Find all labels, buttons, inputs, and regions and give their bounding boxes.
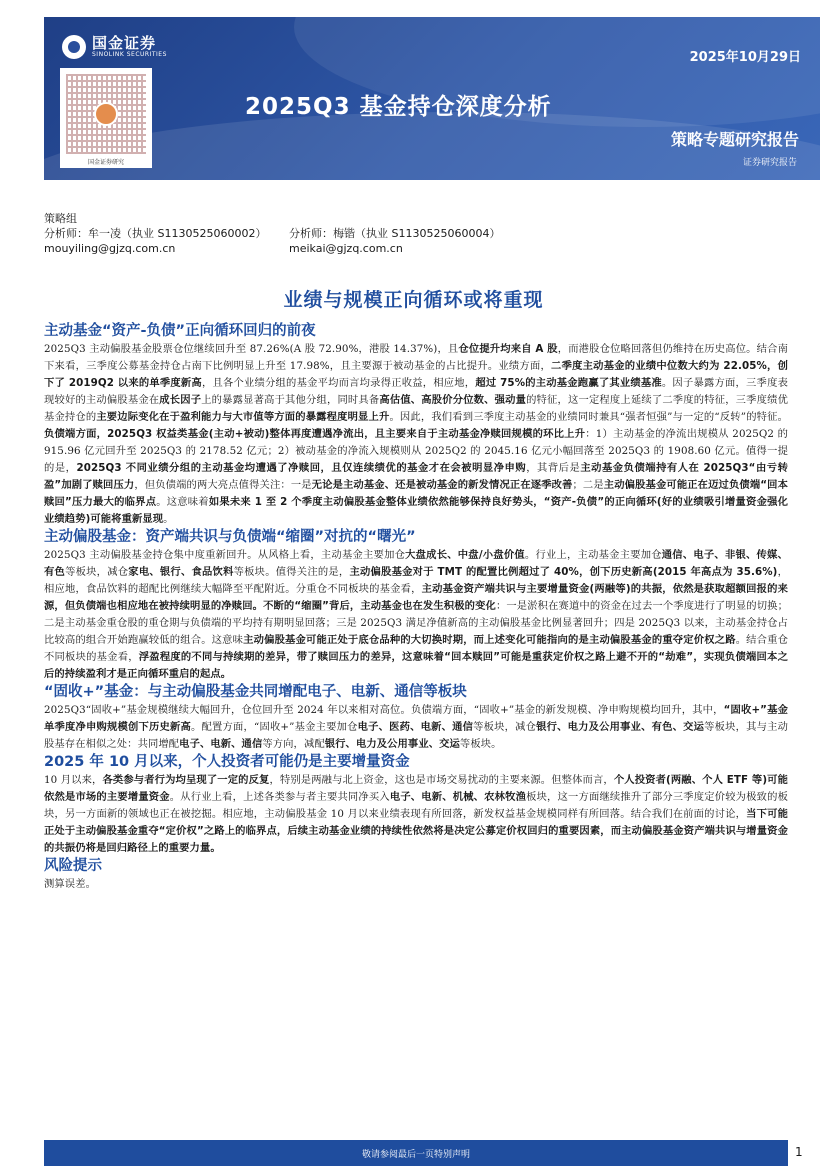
- body-text: ，而港股仓位略回落但仍维持在历史高位。结合南下来看，三季度公募基金持仓占南下比例明显上升至 17.98%，且主要源于被动基金的占比提升。业绩方面，: [44, 343, 788, 372]
- body-text: ，其背后是: [526, 462, 581, 474]
- emphasis-text: 个人投资者(两融、个人 ETF 等)可能依然是市场的主要增量资金: [44, 774, 788, 803]
- body-text: 10 月以来，: [44, 774, 103, 786]
- body-text: 等板块，其与主动股基存在相似之处：共同增配: [44, 721, 788, 750]
- emphasis-text: 成长因子: [159, 394, 202, 406]
- body-text: 。行业上，主动基金主要加仓: [524, 549, 662, 561]
- section-paragraph: [44, 876, 788, 893]
- body-text: 。从行业上看，上述各类参与者主要共同净买入: [169, 791, 390, 803]
- analyst-2-email[interactable]: meikai@gjzq.com.cn: [289, 242, 403, 255]
- section-paragraph: [44, 547, 788, 683]
- emphasis-text: 主动基金负债端持有人在 2025Q3“由亏转盈”加剧了赎回压力: [44, 462, 788, 491]
- section-heading: “固收+”基金：与主动偏股基金共同增配电子、电新、通信等板块: [44, 684, 467, 700]
- analyst-2: 分析师：梅锴（执业 S1130525060004）: [289, 227, 501, 240]
- emphasis-text: 电子、电新、机械、农林牧渔: [389, 791, 527, 803]
- emphasis-text: 电子、医药、电新、通信: [357, 721, 474, 733]
- emphasis-text: 浮盈程度的不同与持续期的差异，带了赎回压力的差异，这意味着“回本赎回”可能是重获定价权之路上避不开的“劫难”，实现负债端回本之后的持续盈利才是正向循环重启的起点。: [44, 651, 788, 680]
- emphasis-text: 通信、电子、非银、传媒、有色: [44, 549, 788, 578]
- body-text: 。配置方面，“固收+”基金主要加仓: [190, 721, 358, 733]
- emphasis-text: 二季度主动基金的业绩中位数大约为 22.05%，创下了 2019Q2 以来的单季度新高: [44, 360, 788, 389]
- body-text: 等方向，减配: [262, 738, 325, 750]
- section-heading: 主动基金“资产-负债”正向循环回归的前夜: [44, 323, 316, 339]
- body-text: ：1）主动基金的净流出规模从 2025Q2 的 915.96 亿元回升至 2025Q3 的 2178.52 亿元；2）被动基金的净流入规模则从 2025Q2 的 2045.16 亿元小幅回落至 2025Q3 的 1908.60 亿元。值得一提的是，: [44, 428, 788, 474]
- qr-code: [60, 68, 152, 168]
- body-text: 板块，这一方面继续推升了部分三季度定价较为极致的板块，另一方面新的领域也正在被挖掘。相应地，主动偏股基金 10 月以来业绩表现有所回落，新发权益基金规模同样有所回落。结合我们在前面的讨论，: [44, 791, 789, 820]
- emphasis-text: 2025Q3 不同业绩分组的主动基金均遭遇了净赎回，且仅连续绩优的基金才在会被明显净申购: [76, 462, 527, 474]
- report-body: [44, 322, 788, 893]
- team-name: 策略组: [44, 212, 77, 225]
- logo-icon: [62, 35, 86, 59]
- emphasis-text: 家电、银行、食品饮料: [128, 566, 234, 578]
- footer-bar: [44, 1140, 788, 1166]
- emphasis-text: 超过 75%的主动基金跑赢了其业绩基准: [475, 377, 662, 389]
- section-heading: 主动偏股基金：资产端共识与负债端“缩圈”对抗的“曙光”: [44, 529, 416, 545]
- body-text: ，但负债端的两大亮点值得关注：一是: [134, 479, 312, 491]
- emphasis-text: 负债端方面，2025Q3 权益类基金(主动+被动)整体再度遭遇净流出，且主要来自于主动基金净赎回规模的环比上升: [44, 428, 586, 440]
- emphasis-text: 无论是主动基金、还是被动基金的新发情况正在逐季改善: [311, 479, 573, 491]
- emphasis-text: 主要边际变化在于盈利能力与大市值等方面的暴露程度明显上升: [96, 411, 390, 423]
- body-text: ，且各个业绩分组的基金平均而言均录得正收益，相应地，: [201, 377, 476, 389]
- body-text: ：一是淤积在赛道中的资金在过去一个季度进行了明显的切换；二是主动基金重仓股的重仓期与负债端的平均持有期明显回落；三是 2025Q3 满足净值新高的主动偏股基金比例显著回升；四是 2025Q3 以来，主动基金持仓占比较高的组合开始跑赢较低的组合。这意味: [44, 600, 788, 646]
- section-heading: 2025 年 10 月以来，个人投资者可能仍是主要增量资金: [44, 754, 410, 770]
- report-date: 2025年10月29日: [689, 50, 801, 65]
- section-paragraph: [44, 772, 788, 857]
- report-type: 策略专题研究报告: [670, 130, 799, 149]
- body-text: 的特征，这一定程度上延续了二季度的特征，三季度绩优基金持仓的: [44, 394, 788, 423]
- body-text: 。: [163, 513, 174, 525]
- body-text: 。结合重仓不同板块的基金看，: [44, 634, 789, 663]
- analyst-1: 分析师：牟一凌（执业 S1130525060002）: [44, 227, 267, 240]
- emphasis-text: 当下可能正处于主动偏股基金重夺“定价权”之路上的临界点，后续主动基金业绩的持续性依然将是决定公募定价权回归的重要因素，而主动偏股基金资产端共识与增量资金的共振仍将是回归路径上的重要力量。: [44, 808, 788, 854]
- disclaimer-note: 敬请参阅最后一页特别声明: [361, 1149, 470, 1160]
- emphasis-text: 主动偏股基金可能正在迈过负债端“回本赎回”压力最大的临界点: [44, 479, 788, 508]
- section-paragraph: [44, 702, 788, 753]
- emphasis-text: “固收+”基金单季度净申购规模创下历史新高: [44, 704, 788, 733]
- body-text: ，特别是两融与北上资金，这也是市场交易扰动的主要来源。但整体而言，: [269, 774, 614, 786]
- body-text: 。这意味着: [156, 496, 209, 508]
- section-paragraph: [44, 341, 788, 528]
- body-text: 等板块，减仓: [473, 721, 537, 733]
- section-heading: 风险提示: [44, 858, 102, 874]
- body-text: 等板块。值得关注的是，: [233, 566, 350, 578]
- body-text: 。因此，我们看到三季度主动基金的业绩同时兼具“强者恒强”与一定的“反转”的特征。: [389, 411, 788, 423]
- body-text: 测算误差。: [44, 878, 96, 890]
- body-text: 2025Q3 主动偏股基金股票仓位继续回升至 87.26%(A 股 72.90%，港股 14.37%)，且: [44, 343, 459, 355]
- qr-code-pattern: [66, 74, 146, 154]
- emphasis-text: 主动偏股基金对于 TMT 的配置比例超过了 40%，创下历史新高(2015 年高点为 35.6%): [349, 566, 778, 578]
- emphasis-text: 仓位提升均来自 A 股: [458, 343, 558, 355]
- emphasis-text: 各类参与者行为均呈现了一定的反复: [102, 774, 270, 786]
- analyst-info: [44, 211, 500, 256]
- body-text: 2025Q3 主动偏股基金持仓集中度重新回升。从风格上看，主动基金主要加仓: [44, 549, 406, 561]
- report-subtitle: 业绩与规模正向循环或将重现: [283, 289, 544, 311]
- body-text: 。因子暴露方面，三季度表现较好的主动偏股基金在: [44, 377, 788, 406]
- emphasis-text: 主动基金资产端共识与主要增量资金(两融等)的共振，依然是获取超额回报的来源，但负债端也相应地在被持续明显的净赎回。不断的“缩圈”背后，主动基金也在发生积极的变化: [44, 583, 788, 612]
- body-text: 等板块。: [459, 738, 502, 750]
- brand-logo: [62, 35, 167, 59]
- emphasis-text: 银行、电力及公用事业、交运: [324, 738, 460, 750]
- page-number: 1: [795, 1145, 803, 1159]
- emphasis-text: 主动偏股基金可能正处于底仓品种的大切换时期，而上述变化可能指向的是主动偏股基金的重夺定价权之路: [243, 634, 736, 646]
- body-text: ；二是: [572, 479, 604, 491]
- analyst-1-email[interactable]: mouyiling@gjzq.com.cn: [44, 242, 176, 255]
- body-text: ，相应地，食品饮料的超配比例继续大幅降至平配附近。分重仓不同板块的基金看，: [44, 566, 789, 595]
- body-text: 等板块，减仓: [65, 566, 129, 578]
- body-text: 上的暴露显著高于其他分组，同时具备: [201, 394, 380, 406]
- qr-caption: 国金证券研究: [87, 159, 124, 166]
- emphasis-text: 大盘成长、中盘/小盘价值: [405, 549, 525, 561]
- emphasis-text: 电子、电新、通信: [179, 738, 263, 750]
- report-category: 证券研究报告: [742, 158, 797, 168]
- logo-name-en: SINOLINK SECURITIES: [92, 51, 167, 58]
- qr-logo-icon: [94, 102, 118, 126]
- logo-name: 国金证券: [92, 34, 157, 52]
- emphasis-text: 如果未来 1 至 2 个季度主动偏股基金整体业绩依然能够保持良好势头，“资产-负债”的正向循环(好的业绩吸引增量资金强化业绩趋势)可能将重新显现: [44, 496, 789, 525]
- emphasis-text: 银行、电力及公用事业、有色、交运: [536, 721, 705, 733]
- emphasis-text: 高估值、高股价分位数、强动量: [379, 394, 527, 406]
- body-text: 2025Q3“固收+”基金规模继续大幅回升，仓位回升至 2024 年以来相对高位。负债端方面，“固收+”基金的新发规模、净申购规模均回升，其中，: [44, 704, 724, 716]
- report-title: 2025Q3 基金持仓深度分析: [245, 94, 552, 120]
